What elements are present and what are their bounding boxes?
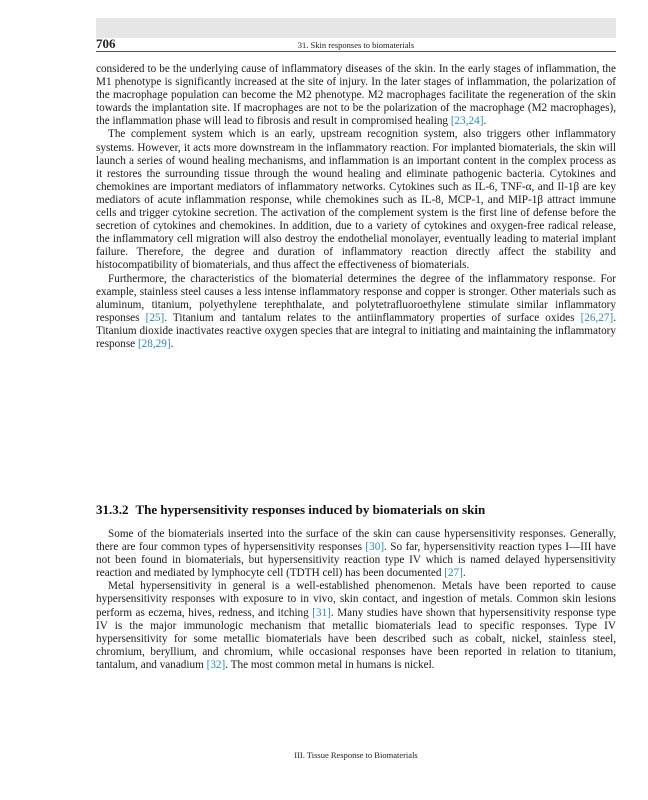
body-text-top	[96, 63, 616, 351]
paragraph	[96, 580, 616, 672]
header-divider	[96, 51, 616, 52]
text-run: . Many studies have shown that hypersensitivity response type IV is the major immunologic mechanism that metallic biomaterials lead to specific responses. Type IV hypersensitivity for some metallic biomaterials have been described such as cobalt, nickel, stainless steel, chromium, beryllium, and chromium, while occasional responses have been reported in relation to titanium, tantalum, and vanadium	[96, 606, 616, 671]
paragraph	[96, 63, 616, 128]
text-run: Some of the biomaterials inserted into the surface of the skin can cause hypersensitivity responses. Generally, there are four common types of hypersensitivity responses	[96, 528, 616, 554]
text-run: . So far, hypersensitivity reaction types I—III have not been found in biomaterials, but hypersensitivity reaction type IV which is named delayed hypersensitivity reaction and mediated by lymphocyte cell (TDTH cell) has been documented	[96, 541, 616, 580]
page-number: 706	[96, 36, 116, 51]
text-run: .	[483, 115, 487, 128]
section-title: The hypersensitivity responses induced by biomaterials on skin	[135, 502, 486, 517]
text-run: . Titanium dioxide inactivates reactive oxygen species that are integral to initiating and maintaining the inflammatory response	[96, 311, 616, 350]
section-heading	[96, 502, 616, 518]
running-head: 31. Skin responses to biomaterials	[297, 40, 415, 50]
footer: III. Tissue Response to Biomaterials	[294, 750, 418, 760]
text-run: The complement system which is an early, upstream recognition system, also triggers other inflammatory systems. However, it acts more downstream in the inflammatory reaction. For implanted biomaterials, the skin will launch a series of wound healing mechanisms, and inflammation is an important content in the complex process as it restores the surrounding tissue through the wound healing and eliminate pathogenic bacteria. Cytokines and chemokines are important mediators of inflammatory networks. Cytokines such as IL-6, TNF-α, and Il-1β are key mediators of acute inflammation response, while chemokines such as IL-8, MCP-1, and MIP-1β attract immune cells and trigger cytokine secretion. The activation of the complement system is the first line of defense before the secretion of cytokines and chemokines. In addition, due to a variety of cytokines and oxygen-free radical release, the inflammatory cell migration will also destroy the endothelial monolayer, eventually leading to material implant failure. Therefore, the degree and duration of inflammatory reaction directly affect the stability and histocompatibility of biomaterials, and thus affect the effectiveness of biomaterials.	[96, 128, 616, 272]
text-run: .	[462, 567, 466, 580]
paragraph	[96, 273, 616, 352]
text-run: . Titanium and tantalum relates to the antiinflammatory properties of surface oxides	[164, 311, 581, 324]
paragraph	[96, 128, 616, 272]
text-run: .	[170, 337, 174, 350]
citation-link[interactable]: [25]	[145, 311, 165, 324]
section-number: 31.3.2	[96, 502, 129, 517]
citation-link[interactable]: [23,24]	[450, 115, 484, 128]
header-band	[96, 18, 616, 38]
text-run: . The most common metal in humans is nickel.	[225, 658, 435, 671]
citation-link[interactable]: [32]	[206, 658, 226, 671]
body-text-section	[96, 528, 616, 672]
paragraph	[96, 528, 616, 580]
citation-link[interactable]: [30]	[365, 541, 385, 554]
citation-link[interactable]: [27]	[444, 567, 463, 580]
citation-link[interactable]: [31]	[312, 606, 331, 619]
citation-link[interactable]: [26,27]	[580, 311, 614, 324]
citation-link[interactable]: [28,29]	[137, 337, 171, 350]
text-run: considered to be the underlying cause of inflammatory diseases of the skin. In the early stages of inflammation, the M1 phenotype is significantly increased at the site of injury. In the later stages of inflammation, the polarization of the macrophage population can become the M2 phenotype. M2 macrophages facilitate the regeneration of the skin towards the implantation site. If macrophages are not to be the polarization of the macrophage (M2 macrophages), the inflammation phase will lead to fibrosis and result in compromised healing	[96, 63, 616, 128]
text-run: Metal hypersensitivity in general is a well-established phenomenon. Metals have been reported to cause hypersensitivity responses with exposure to in vivo, skin contact, and ingestion of metals. Common skin lesions perform as eczema, hives, redness, and itching	[96, 580, 616, 619]
text-run: Furthermore, the characteristics of the biomaterial determines the degree of the inflammatory response. For example, stainless steel causes a less intense inflammatory response and copper is stronger. Other materials such as aluminum, titanium, polyethylene terephthalate, and polytetrafluoroethylene stimulate similar inflammatory responses	[96, 272, 616, 324]
